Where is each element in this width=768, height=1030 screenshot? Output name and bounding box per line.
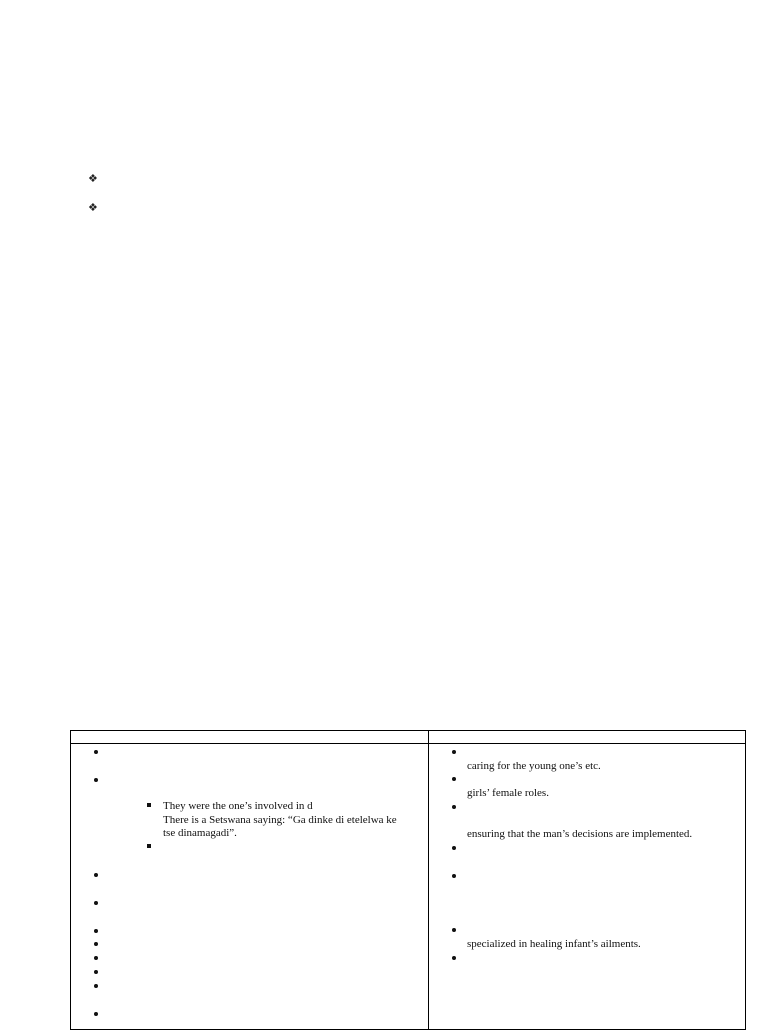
bullet-icon xyxy=(94,873,98,877)
bullet-icon xyxy=(94,778,98,782)
bullet-icon xyxy=(452,956,456,960)
bullet-icon xyxy=(452,928,456,932)
bullet-icon xyxy=(94,956,98,960)
bullet-icon xyxy=(452,846,456,850)
bullet-icon xyxy=(452,805,456,809)
table-header-row xyxy=(71,743,745,744)
right-item-text: specialized in healing infant’s ailments. xyxy=(467,938,641,950)
left-sub-item: There is a Setswana saying: “Ga dinke di etelelwa ke xyxy=(163,814,397,826)
bullet-icon xyxy=(94,1012,98,1016)
bullet-icon xyxy=(452,750,456,754)
column-divider xyxy=(428,731,429,1029)
right-item-text: caring for the young one’s etc. xyxy=(467,760,601,772)
left-sub-item: They were the one’s involved in d xyxy=(163,800,313,812)
square-bullet-icon xyxy=(147,803,151,807)
bullet-icon xyxy=(94,942,98,946)
bullet-icon xyxy=(94,750,98,754)
bullet-icon xyxy=(94,901,98,905)
square-bullet-icon xyxy=(147,844,151,848)
right-item-text: girls’ female roles. xyxy=(467,787,549,799)
right-item-text: ensuring that the man’s decisions are implemented. xyxy=(467,828,693,840)
diamond-bullet-icon: ❖ xyxy=(88,202,98,214)
roles-table xyxy=(70,730,746,1030)
bullet-icon xyxy=(452,777,456,781)
left-sub-item: tse dinamagadi”. xyxy=(163,827,237,839)
bullet-icon xyxy=(94,929,98,933)
bullet-icon xyxy=(452,874,456,878)
bullet-icon xyxy=(94,970,98,974)
bullet-icon xyxy=(94,984,98,988)
diamond-bullet-icon: ❖ xyxy=(88,173,98,185)
